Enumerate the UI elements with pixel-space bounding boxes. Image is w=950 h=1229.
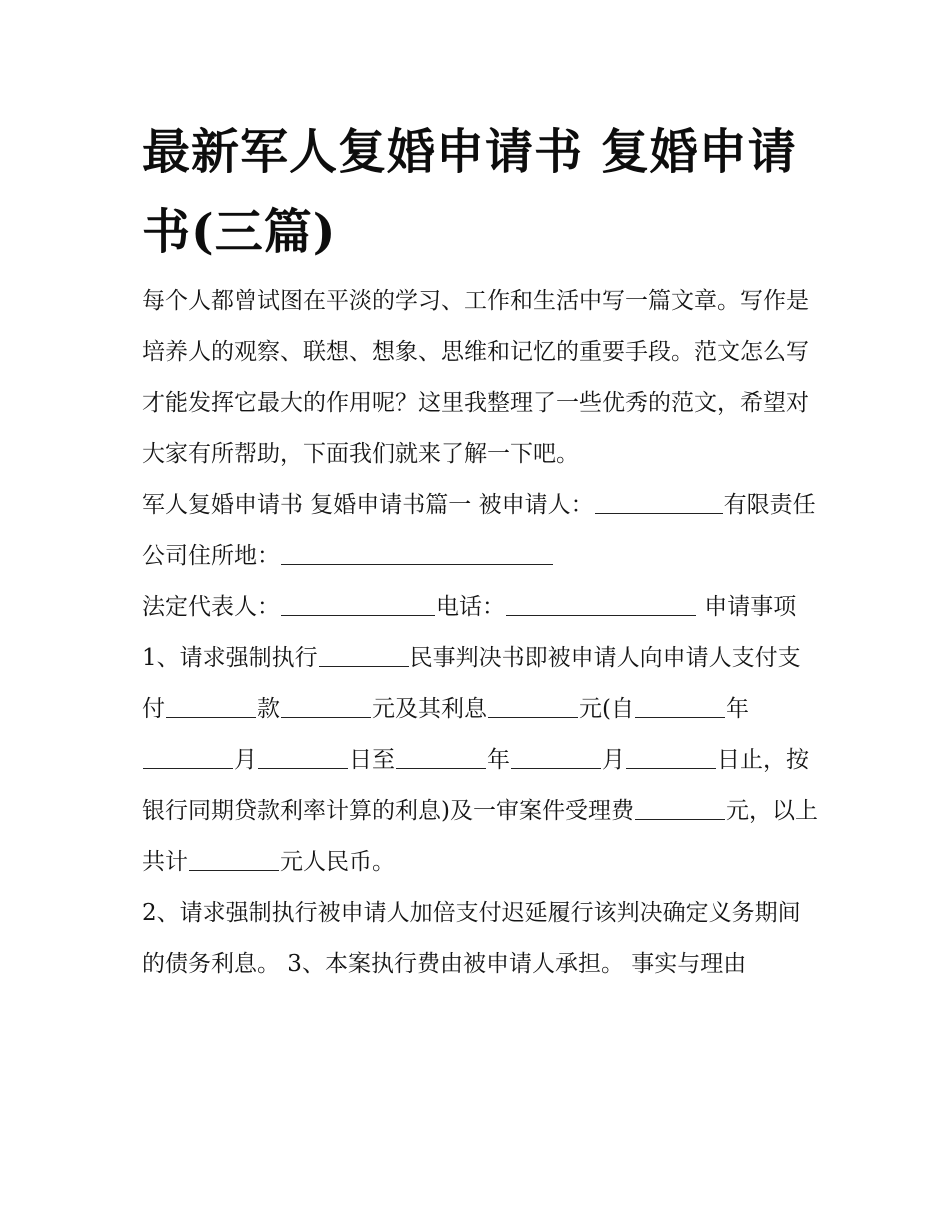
document-title: 最新军人复婚申请书 复婚申请书(三篇) (142, 124, 797, 260)
item1-year-label: 年 (725, 696, 749, 722)
representative-paragraph (142, 582, 822, 633)
start-day-blank (258, 742, 348, 769)
item1-year2-label: 年 (487, 747, 510, 773)
start-year-blank (635, 691, 725, 718)
item1-text-d: 元及其利息 (372, 696, 487, 722)
end-year-blank (396, 742, 486, 769)
item1-text-g: 元，以上共计 (142, 798, 818, 875)
item1-day-to-label: 日至 (349, 747, 395, 773)
respondent-paragraph (142, 480, 822, 582)
start-month-blank (143, 742, 233, 769)
company-address-label: 有限责任公司住所地： (142, 492, 816, 569)
phone-label: 电话： (436, 594, 505, 620)
phone-blank (506, 589, 696, 616)
judgment-blank (319, 640, 409, 667)
payment-type-blank (166, 691, 256, 718)
representative-label: 法定代表人： (142, 594, 280, 620)
intro-paragraph: 每个人都曾试图在平淡的学习、工作和生活中写一篇文章。写作是培养人的观察、联想、想象、思维和记忆的重要手段。范文怎么写才能发挥它最大的作用呢？这里我整理了一些优秀的范文，希望对大家有所帮助，下面我们就来了解一下吧。 (142, 288, 809, 467)
item1-text-e: 元(自 (579, 696, 634, 722)
item1-text-b: 民事判决书即被申请人向申请人支付支付 (142, 645, 801, 722)
item1-text-f: 日止，按银行同期贷款利率计算的利息)及一审案件受理费 (142, 747, 809, 824)
respondent-blank (595, 487, 723, 514)
representative-blank (281, 589, 435, 616)
request-item-1 (142, 633, 822, 888)
item1-month2-label: 月 (602, 747, 625, 773)
end-day-blank (626, 742, 716, 769)
request-item-2-3: 2、请求强制执行被申请人加倍支付迟延履行该判决确定义务期间的债务利息。 3、本案执行费由被申请人承担。 事实与理由 (142, 900, 801, 977)
item1-text-c: 款 (257, 696, 280, 722)
document-body (142, 276, 822, 990)
end-month-blank (511, 742, 601, 769)
amount-blank (281, 691, 371, 718)
item1-text-a: 1、请求强制执行 (142, 645, 318, 671)
address-blank (281, 538, 553, 565)
item1-text-h: 元人民币。 (280, 849, 395, 875)
request-items-heading: 申请事项 (697, 594, 797, 620)
total-blank (189, 844, 279, 871)
interest-blank (488, 691, 578, 718)
item1-month-label: 月 (234, 747, 257, 773)
fee-blank (635, 793, 725, 820)
respondent-label: 军人复婚申请书 复婚申请书篇一 被申请人： (142, 492, 594, 518)
